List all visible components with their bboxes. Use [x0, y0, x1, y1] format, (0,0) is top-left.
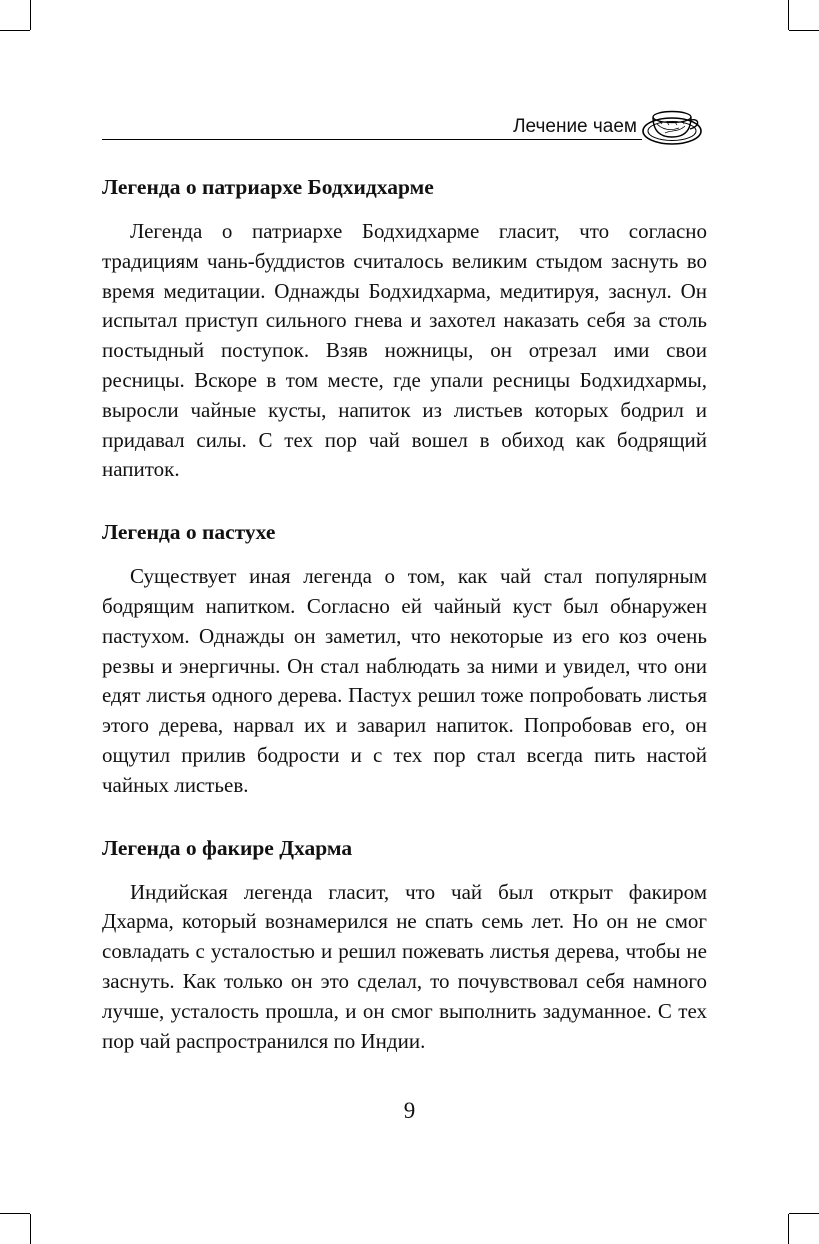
- crop-mark-bottom-right-h: [789, 1213, 819, 1214]
- page-content: [102, 170, 707, 1056]
- section-heading: Легенда о факире Дхарма: [102, 835, 353, 860]
- section-shepherd: [102, 515, 707, 800]
- section-heading: Легенда о патриархе Бодхидхарме: [102, 175, 434, 199]
- crop-mark-bottom-left-h: [0, 1213, 30, 1214]
- section-paragraph: Индийская легенда гласит, что чай был открыт факиром Дхарма, который вознамерился не спать семь лет. Но он не смог совладать с усталостью и решил пожевать листья дерева, чтобы не заснуть. Как только он это сделал, то почувствовал себя намного лучше, усталость прошла, и он смог выполнить задуманное. С тех пор чай распространился по Индии.: [102, 879, 707, 1053]
- section-bodhidharma: [102, 170, 707, 485]
- teacup-icon: [641, 104, 707, 154]
- section-fakir-dharma: [102, 831, 707, 1057]
- section-paragraph: Существует иная легенда о том, как чай стал популярным бодрящим напитком. Согласно ей чайный куст был обнаружен пастухом. Однажды он заметил, что некоторые из его коз очень резвы и энергичны. Он стал наблюдать за ними и увидел, что они едят листья одного дерева. Пастух решил тоже попробовать листья этого дерева, нарвал их и заварил напиток. Попробовав его, он ощутил прилив бодрости и с тех пор стал всегда пить настой чайных листьев.: [102, 564, 707, 797]
- crop-mark-top-left-h: [0, 30, 30, 31]
- crop-mark-top-right-v: [788, 0, 789, 30]
- running-header: [102, 104, 707, 154]
- header-rule: [102, 139, 642, 140]
- header-title: Лечение чаем: [513, 116, 637, 137]
- crop-mark-bottom-left-v: [30, 1214, 31, 1244]
- section-paragraph: Легенда о патриархе Бодхидхарме гласит, что согласно традициям чань-буддистов считалось великим стыдом заснуть во время медитации. Однажды Бодхидхарма, медитируя, заснул. Он испытал приступ сильного гнева и захотел наказать себя за столь постыдный поступок. Взяв ножницы, он отрезал ими свои ресницы. Вскоре в том месте, где упали ресницы Бодхидхармы, выросли чайные кусты, напиток из листьев которых бодрил и придавал силы. С тех пор чай вошел в обиход как бодрящий напиток.: [102, 219, 707, 482]
- crop-mark-top-right-h: [789, 30, 819, 31]
- crop-mark-top-left-v: [30, 0, 31, 30]
- page-number: 9: [403, 1098, 416, 1123]
- section-heading: Легенда о пастухе: [102, 520, 276, 545]
- crop-mark-bottom-right-v: [788, 1214, 789, 1244]
